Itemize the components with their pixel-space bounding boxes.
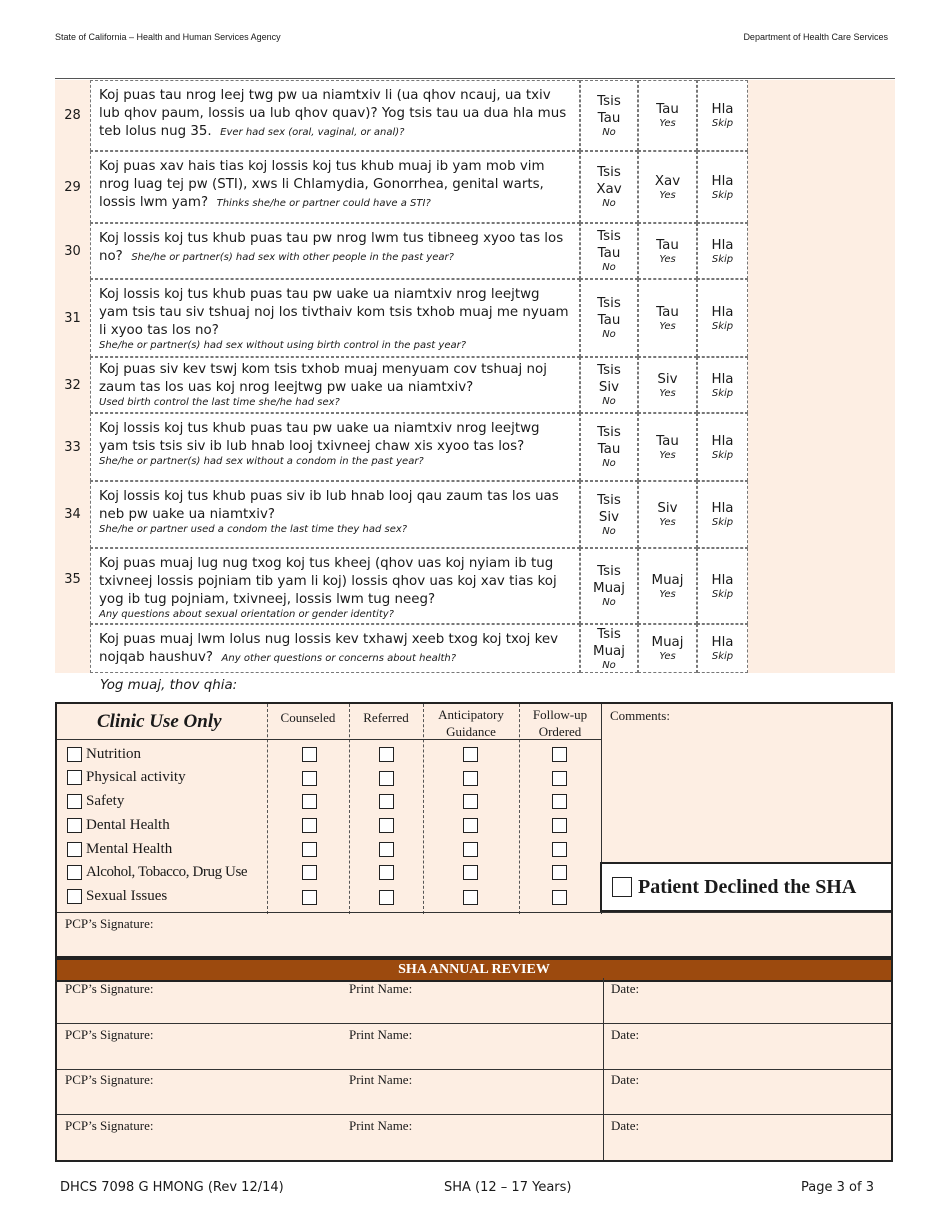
question-text [90,80,580,151]
question-hmong: Koj puas muaj lug nug txog koj tus kheej (qhov uas koj nyiam ib tug txivneej lossis pojniam tib yam li koj) lossis qhov uas koj xav tias koj yog ib tug pojniam, txivneej, lossis lwm tug neeg? [99,556,557,607]
follow-up-ordered-checkbox[interactable] [552,818,567,833]
answer-english: Yes [659,651,676,662]
referred-checkbox[interactable] [379,842,394,857]
question-hmong: Koj lossis koj tus khub puas tau pw uake ua niamtxiv nrog leejtwg yam tsis tau siv tshuaj noj los tivthaiv kom tsis txhob muaj me nyuam li xyoo tas los no? [99,287,569,338]
question-hmong: Koj lossis koj tus khub puas tau pw nrog lwm tus tibneeg xyoo tas los no? [99,231,564,264]
footer-form-id: DHCS 7098 G HMONG (Rev 12/14) [60,1180,284,1195]
answer-yes[interactable] [638,413,697,481]
answer-yes[interactable] [638,279,697,357]
follow-up-ordered-checkbox[interactable] [552,842,567,857]
topic-label: Alcohol, Tobacco, Drug Use [86,864,248,880]
answer-english: No [602,198,616,209]
answer-english: No [602,396,616,407]
answer-skip[interactable] [697,357,748,413]
divider [603,1115,604,1160]
answer-english: Yes [659,517,676,528]
header-department: Department of Health Care Services [743,32,888,42]
checkbox[interactable] [67,865,82,880]
question-english: Ever had sex (oral, vaginal, or anal)? [220,127,405,138]
checkbox[interactable] [67,818,82,833]
col-anticipatory-guidance: Anticipatory Guidance [438,707,504,739]
topic-label: Physical activity [86,769,186,785]
topic-physical-activity[interactable] [67,769,186,786]
question-english: Any other questions or concerns about health? [221,653,457,664]
question-row-28 [55,80,748,151]
if-yes-explain-label: Yog muaj, thov qhia: [100,678,238,693]
answer-skip[interactable] [697,548,748,624]
question-row-35 [55,548,748,624]
question-english: She/he or partner used a condom the last time they had sex? [99,524,408,535]
topic-label: Dental Health [86,817,170,833]
question-number: 30 [64,243,81,259]
answer-english: Skip [711,189,734,201]
answer-english: No [602,458,616,469]
answer-yes[interactable] [638,357,697,413]
answer-english: Skip [711,449,734,461]
date-label: Date: [611,981,640,996]
question-row-29 [55,151,748,223]
referred-checkbox[interactable] [379,865,394,880]
divider [55,78,895,79]
pcp-signature-label: PCP’s Signature: [65,916,154,931]
answer-label: Tsis Xav [596,165,622,197]
answer-yes[interactable] [638,80,697,151]
follow-up-ordered-checkbox[interactable] [552,890,567,905]
answer-label: Hla [711,371,734,387]
question-text [90,151,580,223]
annual-review-section [55,958,893,1162]
answer-skip[interactable] [697,481,748,548]
answer-english: No [602,597,616,608]
anticipatory-guidance-checkbox[interactable] [463,794,478,809]
answer-label: Siv [657,371,678,387]
pcp-signature-label: PCP’s Signature: [65,1027,154,1042]
counseled-checkbox[interactable] [302,842,317,857]
clinic-use-section [55,702,893,958]
follow-up-ordered-checkbox[interactable] [552,865,567,880]
answer-english: Yes [659,118,676,129]
answer-no[interactable] [580,357,638,413]
referred-checkbox[interactable] [379,794,394,809]
answer-english: Skip [711,517,734,528]
answer-english: No [602,525,616,537]
answer-english: Yes [659,387,676,399]
topic-nutrition[interactable] [67,746,141,763]
clinic-use-title: Clinic Use Only [97,711,222,732]
answer-label: Muaj [651,572,684,588]
answer-label: Tsis Siv [597,363,621,395]
answer-skip[interactable] [697,80,748,151]
answer-label: Hla [711,304,734,320]
answer-english: Skip [711,320,734,332]
answer-no[interactable] [580,548,638,624]
answer-label: Hla [711,433,734,449]
print-name-label: Print Name: [349,981,413,996]
divider [57,912,891,913]
topic-label: Mental Health [86,841,173,857]
pcp-signature-label: PCP’s Signature: [65,1118,154,1133]
answer-yes[interactable] [638,151,697,223]
answer-label: Tsis Tau [597,229,621,261]
question-hmong: Koj puas tau nrog leej twg pw ua niamtxiv li (ua qhov ncauj, ua txiv lub qhov paum, lossis ua lub qhov quav)? Yog tsis tau ua dua hla mus teb lolus nug 35. [99,88,567,139]
answer-label: Xav [654,173,681,189]
review-row[interactable] [57,1024,891,1070]
answer-skip[interactable] [697,223,748,279]
checkbox[interactable] [67,842,82,857]
date-label: Date: [611,1027,640,1042]
counseled-checkbox[interactable] [302,890,317,905]
declined-checkbox[interactable] [612,877,632,897]
counseled-checkbox[interactable] [302,771,317,786]
question-row-33 [55,413,748,481]
follow-up-ordered-checkbox[interactable] [552,771,567,786]
answer-english: Skip [711,651,734,662]
follow-up-ordered-checkbox[interactable] [552,747,567,762]
question-number: 35 [64,572,81,587]
answer-label: Tau [656,304,679,320]
answer-skip[interactable] [697,413,748,481]
answer-english: No [602,329,616,340]
answer-english: No [602,126,616,138]
question-english: She/he or partner(s) had sex with other people in the past year? [131,252,454,263]
question-english: She/he or partner(s) had sex without a condom in the past year? [99,456,424,467]
answer-label: Hla [711,173,734,189]
answer-label: Tsis Muaj [593,626,625,659]
answer-label: Tau [656,237,679,253]
question-text [90,548,580,624]
answer-english: Yes [659,588,676,600]
answer-english: Yes [659,253,676,265]
referred-checkbox[interactable] [379,818,394,833]
answer-label: Hla [711,635,734,650]
answer-label: Tsis Tau [597,296,621,328]
answer-label: Hla [711,501,734,516]
topic-sexual-issues[interactable] [67,888,167,905]
question-number: 33 [64,439,81,455]
pcp-signature-label: PCP’s Signature: [65,981,154,996]
question-hmong: Koj lossis koj tus khub puas tau pw uake ua niamtxiv nrog leejtwg yam tsis tsis siv ib lub hnab looj txivneej chaw xis xyoo tas los? [99,421,540,454]
question-number: 28 [64,108,81,123]
answer-no[interactable] [580,624,638,673]
question-text [90,223,580,279]
answer-label: Tau [656,102,679,117]
answer-english: Yes [659,449,676,461]
col-referred: Referred [363,710,409,725]
review-row[interactable] [57,978,891,1024]
anticipatory-guidance-checkbox[interactable] [463,842,478,857]
print-name-label: Print Name: [349,1027,413,1042]
question-text [90,413,580,481]
question-english: Used birth control the last time she/he had sex? [99,397,340,408]
question-hmong: Koj puas xav hais tias koj lossis koj tus khub muaj ib yam mob vim nrog luag tej pw (STI), xws li Chlamydia, Gonorrhea, genital warts, lossis lwm yam? [99,159,545,210]
answer-no[interactable] [580,413,638,481]
answer-skip[interactable] [697,151,748,223]
question-number: 34 [64,507,81,522]
answer-no[interactable] [580,481,638,548]
answer-yes[interactable] [638,548,697,624]
answer-english: Skip [711,588,734,600]
answer-no[interactable] [580,80,638,151]
topic-mental-health[interactable] [67,841,172,858]
question-row-30 [55,223,748,279]
anticipatory-guidance-checkbox[interactable] [463,818,478,833]
answer-english: Skip [711,253,734,265]
col-counseled: Counseled [280,710,336,725]
question-text [90,481,580,548]
answer-english: Skip [711,118,734,129]
pcp-signature-label: PCP’s Signature: [65,1072,154,1087]
topic-label: Safety [86,793,125,809]
answer-label: Tsis Muaj [593,564,625,596]
divider [603,1024,604,1069]
answer-no[interactable] [580,151,638,223]
review-row[interactable] [57,1115,891,1160]
referred-checkbox[interactable] [379,771,394,786]
question-text [90,624,580,673]
answer-yes[interactable] [638,624,697,673]
question-hmong: Koj puas muaj lwm lolus nug lossis kev txhawj xeeb txog koj txoj kev nojqab haushuv? [99,632,559,665]
topic-label: Nutrition [86,746,141,762]
question-number [55,624,90,673]
question-english: Thinks she/he or partner could have a STI? [216,198,431,209]
answer-no[interactable] [580,279,638,357]
answer-label: Tsis Tau [597,93,621,126]
answer-english: Yes [659,320,676,332]
question-hmong: Koj puas siv kev tswj kom tsis txhob muaj menyuam cov tshuaj noj zaum tas los uas koj nrog leejtwg pw uake ua niamtxiv? [99,362,547,395]
topic-safety[interactable] [67,793,124,810]
question-row-34 [55,481,748,548]
answer-label: Tsis Tau [597,425,621,457]
question-row-31 [55,279,748,357]
right-margin-shading [748,80,895,673]
question-english: Any questions about sexual orientation or gender identity? [99,609,394,620]
answer-skip[interactable] [697,624,748,673]
counseled-checkbox[interactable] [302,747,317,762]
review-row[interactable] [57,1069,891,1115]
counseled-checkbox[interactable] [302,818,317,833]
footer-form-title: SHA (12 – 17 Years) [444,1180,572,1195]
answer-label: Tsis Siv [597,492,621,525]
question-english: She/he or partner(s) had sex without using birth control in the past year? [99,340,467,351]
question-row-other [55,624,748,673]
follow-up-ordered-checkbox[interactable] [552,794,567,809]
referred-checkbox[interactable] [379,747,394,762]
divider [603,978,604,1023]
answer-label: Tau [656,433,679,449]
annual-review-title: SHA ANNUAL REVIEW [57,958,891,982]
checkbox[interactable] [67,770,82,785]
print-name-label: Print Name: [349,1072,413,1087]
question-number: 31 [64,310,81,326]
column-divider [349,704,350,914]
answer-english: Yes [659,189,676,201]
checkbox[interactable] [67,794,82,809]
answer-english: No [602,659,616,671]
question-text [90,279,580,357]
answer-english: Skip [711,387,734,399]
answer-label: Siv [657,501,678,516]
answer-label: Hla [711,102,734,117]
patient-declined-option[interactable] [600,862,893,912]
checkbox[interactable] [67,889,82,904]
column-divider [267,704,268,914]
comments-label: Comments: [610,708,670,723]
anticipatory-guidance-checkbox[interactable] [463,890,478,905]
footer-page-number: Page 3 of 3 [801,1180,874,1195]
question-text [90,357,580,413]
topic-dental-health[interactable] [67,817,170,834]
divider [603,1069,604,1114]
anticipatory-guidance-checkbox[interactable] [463,865,478,880]
question-row-32 [55,357,748,413]
answer-no[interactable] [580,223,638,279]
counseled-checkbox[interactable] [302,794,317,809]
header-agency: State of California – Health and Human Services Agency [55,32,281,42]
anticipatory-guidance-checkbox[interactable] [463,771,478,786]
counseled-checkbox[interactable] [302,865,317,880]
answer-skip[interactable] [697,279,748,357]
question-hmong: Koj lossis koj tus khub puas siv ib lub hnab looj qau zaum tas los uas neb pw uake ua niamtxiv? [99,489,559,522]
question-number: 29 [64,179,81,195]
print-name-label: Print Name: [349,1118,413,1133]
answer-label: Hla [711,237,734,253]
referred-checkbox[interactable] [379,890,394,905]
answer-yes[interactable] [638,481,697,548]
topic-alcohol-tobacco-drug-use[interactable] [67,864,247,881]
answer-yes[interactable] [638,223,697,279]
answer-english: No [602,262,616,273]
date-label: Date: [611,1072,640,1087]
question-number: 32 [64,377,81,393]
checkbox[interactable] [67,747,82,762]
col-follow-up-ordered: Follow-up Ordered [532,707,588,739]
answer-label: Hla [711,572,734,588]
answer-label: Muaj [651,635,684,650]
date-label: Date: [611,1118,640,1133]
anticipatory-guidance-checkbox[interactable] [463,747,478,762]
topic-label: Sexual Issues [86,888,168,904]
declined-label: Patient Declined the SHA [638,875,857,898]
